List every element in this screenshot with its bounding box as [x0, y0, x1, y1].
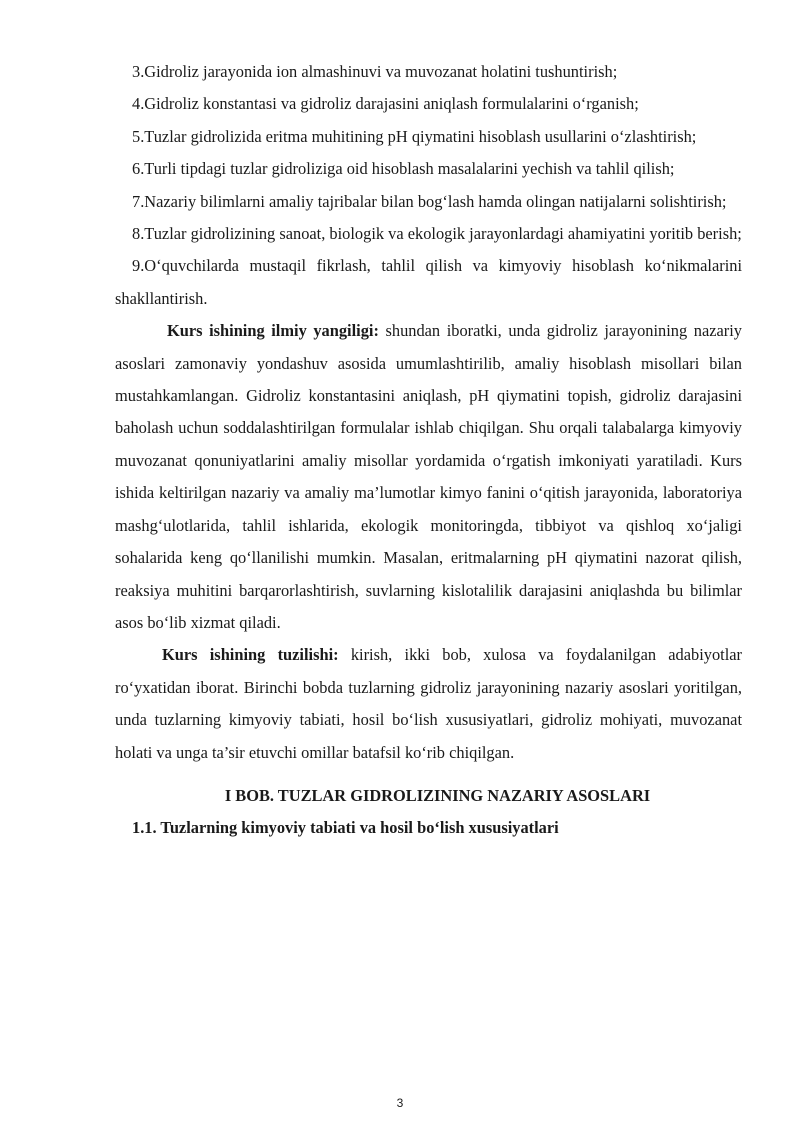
page-number: 3	[396, 1096, 404, 1110]
chapter-heading: I BOB. TUZLAR GIDROLIZINING NAZARIY ASOSLARI	[224, 785, 651, 805]
list-item: 6.Turli tipdagi tuzlar gidroliziga oid hisoblash masalalarini yechish va tahlil qilish;	[132, 159, 675, 179]
novelty-text: shundan iboratki, unda gidroliz jarayonining nazariy asoslari zamonaviy yondashuv asosida umumlashtirilib, amaliy hisoblash misollari bilan mustahkamlangan. Gidroliz konstantasini aniqlash, pH qiymatini topish, gidroliz darajasini baholash uchun soddalashtirilgan formulalar ishlab chiqilgan. Shu orqali talabalarga kimyoviy muvozanat qonuniyatlarini amaliy misollar yordamida o‘rgatish imkoniyati yaratiladi. Kurs ishida keltirilgan nazariy va amaliy ma’lumotlar kimyo fanini o‘qitish jarayonida, laboratoriya mashg‘ulotlarida, tahlil ishlarida, ekologik monitoringda, tibbiyot va qishloq xo‘jaligi sohalarida keng qo‘llanilishi mumkin. Masalan, eritmalarning pH qiymatini nazorat qilish, reaksiya muhitini barqarorlashtirish, suvlarning kislotalilik darajasini aniqlashda bu bilimlar asos bo‘lib xizmat qiladi.	[115, 321, 742, 632]
list-item: 5.Tuzlar gidrolizida eritma muhitining pH qiymatini hisoblash usullarini o‘zlashtirish;	[132, 126, 697, 146]
structure-paragraph	[115, 639, 742, 769]
list-item: 4.Gidroliz konstantasi va gidroliz darajasini aniqlash formulalarini o‘rganish;	[132, 94, 639, 114]
section-heading: 1.1. Tuzlarning kimyoviy tabiati va hosil bo‘lish xususiyatlari	[132, 818, 559, 838]
list-item: 7.Nazariy bilimlarni amaliy tajribalar bilan bog‘lash hamda olingan natijalarni solishtirish;	[132, 191, 727, 211]
list-item: 9.O‘quvchilarda mustaqil fikrlash, tahlil qilish va kimyoviy hisoblash ko‘nikmalarini shakllantirish.	[115, 256, 742, 308]
structure-text: kirish, ikki bob, xulosa va foydalanilgan adabiyotlar ro‘yxatidan iborat. Birinchi bobda tuzlarning gidroliz jarayonining nazariy asoslari yoritilgan, unda tuzlarning kimyoviy tabiati, hosil bo‘lish xususiyatlari, gidroliz mohiyati, muvozanat holati va unga ta’sir etuvchi omillar batafsil ko‘rib chiqilgan.	[115, 645, 742, 762]
structure-lead: Kurs ishining tuzilishi:	[162, 645, 339, 665]
list-item: 3.Gidroliz jarayonida ion almashinuvi va muvozanat holatini tushuntirish;	[132, 62, 618, 81]
novelty-lead: Kurs ishining ilmiy yangiligi:	[167, 321, 379, 341]
document-page	[115, 56, 742, 845]
list-item: 8.Tuzlar gidrolizining sanoat, biologik va ekologik jarayonlardagi ahamiyatini yoritib berish;	[132, 224, 742, 244]
novelty-paragraph	[115, 315, 742, 639]
